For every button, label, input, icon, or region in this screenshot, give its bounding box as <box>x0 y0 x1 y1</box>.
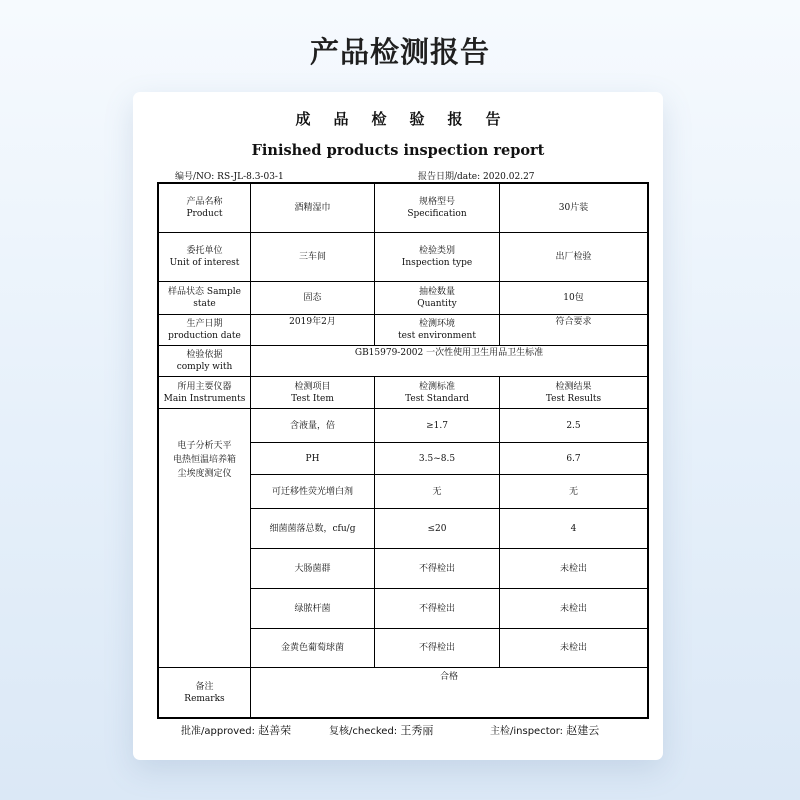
header-cn: 检测项目 <box>294 381 331 392</box>
comply-with-label <box>159 346 250 376</box>
label-cn: 检验类别 <box>418 246 455 256</box>
label-en: Unit of interest <box>169 258 240 268</box>
inspector-name: 赵建云 <box>566 724 600 737</box>
instrument-item: 电热恒温培养箱 <box>172 455 236 465</box>
test-environment-label <box>375 315 499 345</box>
label-en: Inspection type <box>401 258 473 268</box>
test-result: 6.7 <box>566 453 581 464</box>
report-card <box>133 92 663 760</box>
test-results-header <box>500 377 647 408</box>
test-standard: 不得检出 <box>418 643 455 653</box>
production-date-label <box>159 315 250 345</box>
quantity-label <box>375 282 499 314</box>
label-cn: 样品状态 Sample <box>168 287 241 297</box>
header-en: Test Item <box>291 393 334 404</box>
test-result: 4 <box>570 523 577 534</box>
test-result: 无 <box>568 486 578 497</box>
header-en: Main Instruments <box>163 393 246 404</box>
label-en: state <box>193 299 216 309</box>
header-en: Test Results <box>545 393 602 404</box>
approved-name: 赵善荣 <box>258 724 292 737</box>
instruments-list <box>159 438 250 499</box>
label-en: Product <box>186 209 223 219</box>
test-item: 绿脓杆菌 <box>294 603 331 614</box>
unit-label <box>159 233 250 281</box>
label-en: Quantity <box>417 299 457 309</box>
label-cn: 规格型号 <box>418 197 455 207</box>
checked-signature <box>329 722 433 738</box>
checked-name: 王秀丽 <box>400 724 434 737</box>
test-result: 未检出 <box>559 643 587 653</box>
test-result: 未检出 <box>559 563 587 574</box>
product-label <box>159 184 250 232</box>
checked-label: 复核/checked: <box>329 726 398 737</box>
header-en: Test Standard <box>405 393 469 404</box>
report-date: 报告日期/date: 2020.02.27 <box>418 172 535 182</box>
label-en: comply with <box>176 362 233 372</box>
report-number: 编号/NO: RS-JL-8.3-03-1 <box>175 172 284 182</box>
header-cn: 所用主要仪器 <box>177 381 232 392</box>
remarks-value: 合格 <box>439 672 458 682</box>
inspection-type-value: 出厂检验 <box>555 252 592 262</box>
label-en: test environment <box>398 331 476 341</box>
label-cn: 生产日期 <box>186 319 223 329</box>
instrument-item: 尘埃度测定仪 <box>177 469 232 479</box>
inspector-signature <box>490 722 599 738</box>
label-cn: 抽检数量 <box>418 287 455 297</box>
test-item: PH <box>305 453 320 464</box>
report-title-en: Finished products inspection report <box>251 142 545 159</box>
comply-with-value: GB15979-2002 一次性使用卫生用品卫生标准 <box>354 348 544 358</box>
test-item: 细菌菌落总数，cfu/g <box>269 523 356 534</box>
label-en: production date <box>168 331 241 341</box>
test-item: 金黄色葡萄球菌 <box>280 643 344 653</box>
production-date-value: 2019年2月 <box>289 317 336 327</box>
test-item: 可迁移性荧光增白剂 <box>271 486 353 497</box>
test-standard: 无 <box>432 486 442 497</box>
test-standard: ≥1.7 <box>426 420 448 431</box>
test-standard: 不得检出 <box>418 603 455 614</box>
test-standard: 3.5~8.5 <box>418 453 456 464</box>
label-en: Remarks <box>184 693 225 704</box>
report-title-cn: 成品检验报告 <box>295 110 524 128</box>
inspector-label: 主检/inspector: <box>490 726 564 737</box>
spec-value: 30片装 <box>558 203 589 213</box>
test-result: 2.5 <box>566 420 581 431</box>
product-value: 酒精湿巾 <box>294 203 331 213</box>
quantity-value: 10包 <box>563 293 584 303</box>
test-item-header <box>251 377 374 408</box>
test-standard: ≤20 <box>427 523 447 534</box>
label-cn: 检验依据 <box>186 350 223 360</box>
label-cn: 委托单位 <box>186 246 223 256</box>
header-cn: 检测标准 <box>418 381 455 392</box>
label-en: Specification <box>407 209 467 219</box>
approved-signature <box>181 722 291 738</box>
label-cn: 备注 <box>195 681 214 692</box>
page-title: 产品检测报告 <box>309 35 490 69</box>
test-result: 未检出 <box>559 603 587 614</box>
header-cn: 检测结果 <box>555 381 592 392</box>
label-cn: 产品名称 <box>186 197 223 207</box>
remarks-label <box>159 668 250 717</box>
instruments-header <box>159 377 250 408</box>
spec-label <box>375 184 499 232</box>
label-cn: 检测环境 <box>418 319 455 329</box>
table-border-right <box>647 182 649 719</box>
test-standard-header <box>375 377 499 408</box>
test-environment-value: 符合要求 <box>555 317 592 327</box>
sample-state-value: 固态 <box>303 293 322 303</box>
unit-value: 三车间 <box>298 252 326 262</box>
test-standard: 不得检出 <box>418 563 455 574</box>
test-item: 含液量，倍 <box>289 420 335 431</box>
inspection-type-label <box>375 233 499 281</box>
test-item: 大肠菌群 <box>294 563 331 574</box>
sample-state-label <box>159 282 250 314</box>
approved-label: 批准/approved: <box>181 726 255 737</box>
instrument-item: 电子分析天平 <box>177 441 232 451</box>
